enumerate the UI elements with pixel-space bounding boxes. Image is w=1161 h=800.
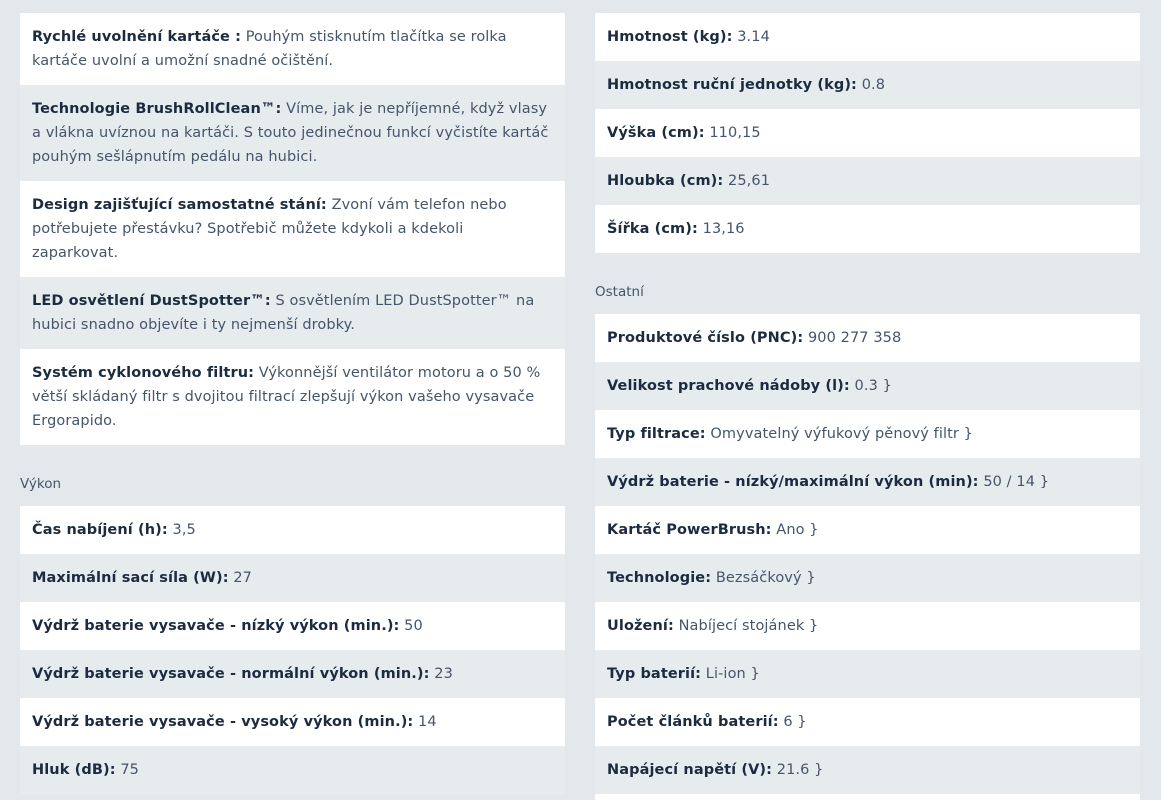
- spec-value: Bezsáčkový }: [715, 570, 816, 586]
- spec-row: [20, 650, 565, 698]
- spec-label: Hmotnost ruční jednotky (kg):: [607, 77, 857, 93]
- spec-value: 50: [404, 618, 423, 634]
- feature-row: [20, 181, 565, 277]
- spec-value: 0.3 }: [854, 378, 892, 394]
- spec-row: [20, 698, 565, 746]
- feature-label: LED osvětlení DustSpotter™:: [32, 293, 271, 309]
- spec-value: 3.14: [737, 29, 770, 45]
- spec-value: Nabíjecí stojánek }: [678, 618, 819, 634]
- spec-value: 900 277 358: [807, 330, 902, 346]
- spec-row: [20, 506, 565, 554]
- spec-row: [595, 554, 1140, 602]
- spec-label: Čas nabíjení (h):: [32, 522, 168, 538]
- spec-row: [595, 506, 1140, 554]
- spec-row: [595, 61, 1140, 109]
- spec-row: [595, 746, 1140, 794]
- feature-label: Rychlé uvolnění kartáče :: [32, 29, 242, 45]
- spec-value: 3,5: [172, 522, 196, 538]
- spec-row: [595, 13, 1140, 61]
- spec-row: [595, 602, 1140, 650]
- spec-label: Hluk (dB):: [32, 762, 116, 778]
- spec-value: Omyvatelný výfukový pěnový filtr }: [710, 426, 974, 442]
- spec-value: 21.6 }: [776, 762, 824, 778]
- spec-row: [20, 746, 565, 794]
- spec-label: Uložení:: [607, 618, 674, 634]
- spec-label: Produktové číslo (PNC):: [607, 330, 804, 346]
- spec-value: 110,15: [709, 125, 761, 141]
- spec-row: [595, 458, 1140, 506]
- spec-value: 0.8: [861, 77, 886, 93]
- feature-row: [20, 85, 565, 181]
- feature-label: Technologie BrushRollClean™:: [32, 101, 282, 117]
- spec-label: Maximální sací síla (W):: [32, 570, 229, 586]
- spec-label: Výdrž baterie vysavače - nízký výkon (min.):: [32, 618, 400, 634]
- spec-value: 14: [418, 714, 437, 730]
- spec-label: Počet článků baterií:: [607, 714, 779, 730]
- feature-value: Víme, jak je nepříjemné, když vlasy a vlákna uvíznou na kartáči. S touto jedinečnou funkcí vyčistíte kartáč pouhým sešlápnutím pedálu na hubici.: [32, 101, 549, 165]
- spec-row: [595, 205, 1140, 253]
- feature-value: S osvětlením LED DustSpotter™ na hubici snadno objevíte i ty nejmenší drobky.: [32, 293, 535, 333]
- spec-row: [595, 314, 1140, 362]
- spec-value: 6 }: [783, 714, 807, 730]
- spec-value: 27: [233, 570, 252, 586]
- spec-value: 23: [434, 666, 453, 682]
- feature-label: Systém cyklonového filtru:: [32, 365, 255, 381]
- feature-value: Výkonnější ventilátor motoru a o 50 % větší skládaný filtr s dvojitou filtrací zlepšují výkon vašeho vysavače Ergorapido.: [32, 365, 541, 429]
- spec-value: 13,16: [702, 221, 745, 237]
- spec-label: Typ filtrace:: [607, 426, 706, 442]
- spec-label: Šířka (cm):: [607, 221, 698, 237]
- spec-label: Napájecí napětí (V):: [607, 762, 773, 778]
- feature-value: Zvoní vám telefon nebo potřebujete přestávku? Spotřebič můžete kdykoli a kdekoli zaparkovat.: [32, 197, 507, 261]
- spec-row: [595, 362, 1140, 410]
- feature-row: [20, 349, 565, 445]
- spec-label: Výška (cm):: [607, 125, 705, 141]
- spec-label: Hmotnost (kg):: [607, 29, 733, 45]
- spec-row: [20, 554, 565, 602]
- feature-row: [20, 13, 565, 85]
- section-title-other: Ostatní: [595, 284, 644, 300]
- spec-value: 25,61: [728, 173, 771, 189]
- spec-row: [595, 157, 1140, 205]
- spec-label: Velikost prachové nádoby (l):: [607, 378, 850, 394]
- spec-value: Li-ion }: [705, 666, 760, 682]
- left-column: [20, 13, 565, 794]
- right-column: [595, 13, 1140, 800]
- spec-value: 75: [120, 762, 139, 778]
- feature-label: Design zajišťující samostatné stání:: [32, 197, 327, 213]
- spec-row: [20, 602, 565, 650]
- spec-label: Výdrž baterie vysavače - normální výkon (min.):: [32, 666, 430, 682]
- spec-label: Typ baterií:: [607, 666, 702, 682]
- section-title-performance: Výkon: [20, 476, 62, 492]
- spec-row-partial: [595, 794, 1140, 800]
- spec-value: Ano }: [776, 522, 819, 538]
- spec-label: Výdrž baterie vysavače - vysoký výkon (min.):: [32, 714, 414, 730]
- spec-label: Výdrž baterie - nízký/maximální výkon (min):: [607, 474, 979, 490]
- spec-row: [595, 650, 1140, 698]
- spec-row: [595, 109, 1140, 157]
- feature-value: Pouhým stisknutím tlačítka se rolka kartáče uvolní a umožní snadné očištění.: [32, 29, 507, 69]
- spec-label: Technologie:: [607, 570, 712, 586]
- feature-row: [20, 277, 565, 349]
- spec-label: Kartáč PowerBrush:: [607, 522, 772, 538]
- spec-value: 50 / 14 }: [983, 474, 1050, 490]
- spec-label: Hloubka (cm):: [607, 173, 724, 189]
- spec-row: [595, 698, 1140, 746]
- spec-row: [595, 410, 1140, 458]
